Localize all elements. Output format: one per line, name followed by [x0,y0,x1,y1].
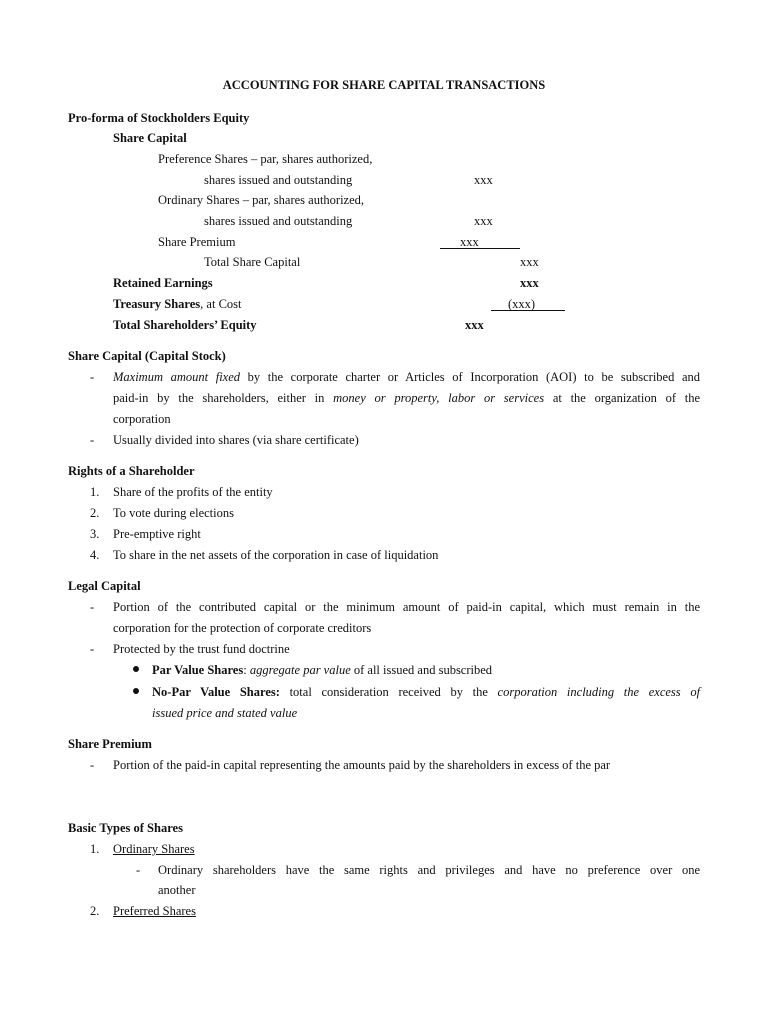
proforma-heading: Pro-forma of Stockholders Equity [68,111,250,125]
share-premium-bullet: Portion of the paid-in capital representing the amounts paid by the shareholders in excess of the par [113,758,611,772]
preference-shares-amount: xxx [474,173,493,187]
share-capital-bullet2: Usually divided into shares (via share certificate) [113,433,359,447]
share-premium-amount: xxx [460,235,479,249]
dash-bullet: - [136,863,141,877]
total-equity-label: Total Shareholders’ Equity [113,318,257,332]
nopar-text: total consideration received by the [289,685,488,699]
par-value-shares-label: Par Value Shares [152,663,244,677]
dash-bullet: - [90,370,95,384]
treasury-shares-label [113,296,242,312]
treasury-shares-suffix: , at Cost [200,297,242,311]
no-par-value-shares-line1 [152,684,700,700]
par-colon: : [243,663,247,677]
preference-shares-line1: Preference Shares – par, shares authorized, [158,152,373,166]
share-capital-bullet1-line3: corporation [113,412,171,426]
total-equity-amount: xxx [465,318,484,332]
legal-bullet1-line1: Portion of the contributed capital or the minimum amount of paid-in capital, which must remain in the [113,600,700,614]
ordinary-shares-line1: Ordinary Shares – par, shares authorized, [158,193,365,207]
rights-item-2: To vote during elections [113,506,234,520]
rights-num-2: 2. [90,506,100,520]
nopar-italic-text: corporation including the excess of [497,685,701,699]
total-share-capital-amount: xxx [520,255,539,269]
retained-earnings-label: Retained Earnings [113,276,213,290]
rights-num-3: 3. [90,527,100,541]
share-premium-label: Share Premium [158,235,236,249]
bullet-dot [133,688,139,694]
treasury-shares-bold: Treasury Shares [113,297,201,311]
page-title: ACCOUNTING FOR SHARE CAPITAL TRANSACTIONS [222,78,546,92]
no-par-value-shares-label: No-Par Value Shares: [152,685,280,699]
share-premium-underline [440,248,520,249]
legal-bullet1-line2: corporation for the protection of corporate creditors [113,621,372,635]
share-capital-heading: Share Capital (Capital Stock) [68,349,226,363]
dash-bullet: - [90,642,95,656]
basic-types-heading: Basic Types of Shares [68,821,183,835]
types-num-2: 2. [90,904,100,918]
rights-heading: Rights of a Shareholder [68,464,195,478]
preference-shares-line2: shares issued and outstanding [204,173,353,187]
total-share-capital-label: Total Share Capital [204,255,301,269]
aggregate-par-value-text: aggregate par value [249,663,351,677]
legal-bullet2: Protected by the trust fund doctrine [113,642,290,656]
share-capital-bullet1-line1 [113,369,700,385]
ordinary-shares-sub-line1: Ordinary shareholders have the same rights and privileges and have no preference over one [158,863,700,877]
bullet1-text: by the corporate charter or Articles of Incorporation (AOI) to be subscribed and [247,370,701,384]
share-capital-bullet1-line2 [113,390,700,406]
rights-num-1: 1. [90,485,100,499]
rights-item-1: Share of the profits of the entity [113,485,273,499]
share-capital-label: Share Capital [113,131,187,145]
ordinary-shares-amount: xxx [474,214,493,228]
bullet1-line2-b: at the organization of the [552,391,701,405]
retained-earnings-amount: xxx [520,276,539,290]
dash-bullet: - [90,433,95,447]
par-rest-text: of all issued and subscribed [353,663,493,677]
ordinary-shares-sub-line2: another [158,883,196,897]
rights-item-4: To share in the net assets of the corporation in case of liquidation [113,548,439,562]
par-value-shares-line [152,662,492,678]
legal-capital-heading: Legal Capital [68,579,141,593]
no-par-value-shares-line2: issued price and stated value [152,706,298,720]
bullet1-line2-a: paid-in by the shareholders, either in [113,391,325,405]
rights-num-4: 4. [90,548,100,562]
share-premium-heading: Share Premium [68,737,152,751]
rights-item-3: Pre-emptive right [113,527,201,541]
treasury-shares-amount: (xxx) [508,297,536,311]
bullet-dot [133,666,139,672]
maximum-amount-fixed-text: Maximum amount fixed [113,370,241,384]
types-num-1: 1. [90,842,100,856]
dash-bullet: - [90,600,95,614]
dash-bullet: - [90,758,95,772]
preferred-shares-item: Preferred Shares [113,904,196,918]
money-or-property-text: money or property, labor or services [333,391,545,405]
ordinary-shares-item: Ordinary Shares [113,842,195,856]
ordinary-shares-line2: shares issued and outstanding [204,214,353,228]
